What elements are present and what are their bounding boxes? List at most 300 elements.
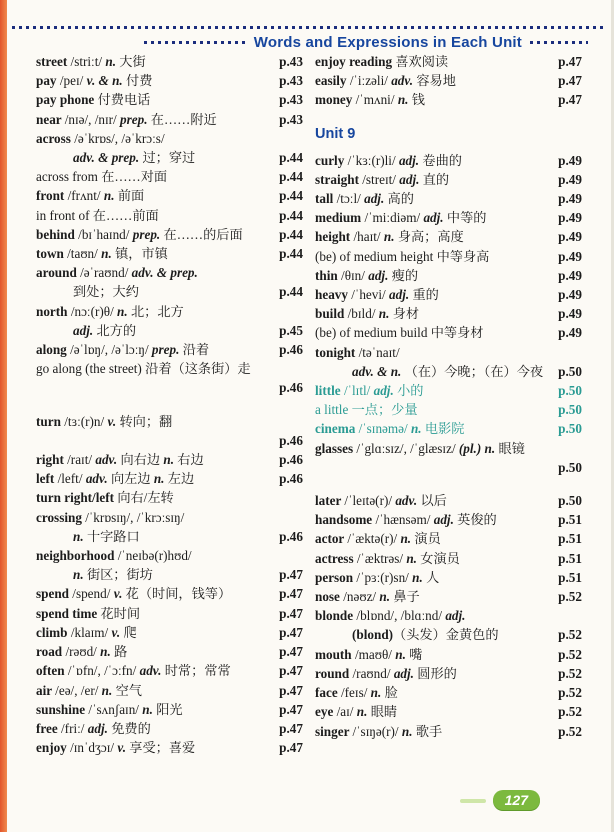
vocab-entry: [315, 400, 582, 419]
entry-segment-w: thin: [315, 267, 342, 283]
entry-text: [36, 225, 275, 244]
entry-text: [315, 151, 554, 170]
entry-segment-cn: 圆形的: [417, 665, 457, 681]
entry-segment-pos: v.: [111, 624, 124, 640]
entry-line: [36, 52, 303, 71]
entry-segment-cn: 身材: [392, 306, 420, 322]
page-header: [0, 33, 588, 51]
entry-segment-cn: 中等身高: [436, 248, 490, 264]
entry-segment-w: handsome: [315, 512, 376, 528]
entry-line: [315, 304, 582, 323]
vocab-entry: [36, 225, 303, 244]
entry-line: [315, 170, 582, 189]
vocab-entry: [315, 208, 582, 227]
entry-segment-ph: /klaɪm/: [70, 624, 112, 640]
page-ref: p.50: [558, 363, 582, 379]
entry-line: [315, 645, 582, 664]
vocab-entry: [315, 52, 582, 71]
entry-segment-cn: 眼镜: [498, 440, 525, 456]
entry-line: [36, 244, 303, 263]
entry-segment-cn: 北方的: [96, 322, 137, 338]
entry-segment-w: glasses: [315, 440, 357, 456]
entry-segment-pos: n.: [400, 531, 415, 547]
entry-segment-pos: adj.: [389, 287, 413, 303]
vocab-entry: [36, 604, 303, 623]
entry-segment-ph: /raʊnd/: [352, 665, 394, 681]
entry-text: [36, 700, 275, 719]
entry-segment-ph: /əˈlɒŋ/, /əˈlɔːŋ/: [70, 342, 152, 358]
page-ref: p.49: [558, 267, 582, 283]
entry-text: [36, 565, 275, 584]
entry-segment-w: air: [36, 682, 56, 698]
entry-text: [36, 412, 303, 431]
entry-line: [315, 400, 582, 419]
entry-text: [315, 625, 554, 644]
vocab-entry: [315, 587, 582, 606]
entry-segment-pos: adj.: [373, 383, 398, 399]
entry-segment-w: cinema: [315, 421, 359, 437]
entry-segment-pos: (pl.) n.: [458, 440, 499, 456]
page-ref: p.43: [279, 111, 303, 127]
page-ref: p.49: [558, 191, 582, 207]
entry-segment-cn: 嘴: [409, 646, 423, 662]
vocab-entry: [315, 151, 582, 170]
entry-segment-cn: 镇，市镇: [115, 246, 168, 262]
entry-segment-w: behind: [36, 226, 79, 242]
page-ref: p.44: [279, 169, 303, 185]
entry-segment-w: build: [315, 306, 348, 322]
page-ref: p.44: [279, 188, 303, 204]
entry-segment-ph: /streɪt/: [362, 171, 400, 187]
entry-line: [315, 71, 582, 90]
page-ref: p.43: [279, 73, 303, 89]
vocab-entry: [315, 381, 582, 400]
entry-segment-plain: in front of: [36, 207, 93, 223]
vocab-entry: [315, 266, 582, 285]
entry-segment-ph: /ˈæktə(r)/: [347, 531, 401, 547]
entry-segment-plain: (be) of medium build: [315, 325, 431, 341]
entry-segment-pos: adv.: [95, 452, 121, 468]
page-ref: p.46: [279, 471, 303, 487]
entry-text: [315, 285, 554, 304]
entry-segment-pos: n.: [370, 685, 385, 701]
entry-segment-pos: n.: [101, 682, 116, 698]
entry-text: [315, 323, 554, 342]
entry-segment-w: little: [315, 383, 344, 399]
vocab-entry: [315, 439, 582, 477]
entry-segment-ph: /blɒnd/, /blɑːnd/: [356, 608, 446, 624]
vocab-entry: [315, 722, 582, 741]
vocab-entry: [315, 510, 582, 529]
entry-line: [315, 587, 582, 606]
entry-segment-pos: adj.: [368, 267, 392, 283]
page-ref: p.47: [279, 701, 303, 717]
book-spine-edge: [0, 0, 7, 832]
vocab-entry: [315, 189, 582, 208]
entry-text: [315, 362, 554, 381]
entry-line: [36, 186, 303, 205]
vocab-entry: [36, 546, 303, 584]
entry-segment-cn: 卷曲的: [422, 152, 462, 168]
vocab-entry: [315, 491, 582, 510]
entry-text: [36, 661, 275, 680]
entry-text: [315, 606, 582, 625]
page-ref: p.49: [558, 229, 582, 245]
entry-segment-pos: n.: [397, 92, 412, 108]
entry-text: [315, 549, 554, 568]
entry-text: [315, 664, 554, 683]
entry-segment-cn: 演员: [414, 531, 441, 547]
entry-segment-w: nose: [315, 589, 344, 605]
entry-line: [36, 359, 303, 378]
vocab-column-right: [315, 52, 582, 806]
entry-segment-ph: /ˈsʌnʃaɪn/: [88, 701, 143, 717]
entry-segment-cn: 眼睛: [370, 704, 398, 720]
vocab-entry: [36, 681, 303, 700]
entry-text: [315, 510, 554, 529]
entry-segment-w: street: [36, 54, 71, 69]
entry-segment-ph: /ˈiːzəli/: [349, 73, 392, 89]
vocab-entry: [36, 359, 303, 397]
vocab-entry: [36, 167, 303, 186]
unit-heading: Unit 9: [315, 125, 356, 142]
entry-segment-cn: 在……的后面: [163, 226, 243, 242]
entry-segment-ph: /eə/, /er/: [55, 682, 102, 698]
entry-text: [36, 546, 303, 565]
vocab-entry: [36, 340, 303, 359]
vocab-entry: [36, 661, 303, 680]
entry-line: [36, 565, 303, 584]
entry-text: [315, 266, 554, 285]
vocab-entry: [36, 90, 303, 109]
entry-segment-pos: n.: [406, 550, 421, 566]
entry-segment-plain: go along (the street): [36, 361, 146, 377]
entry-segment-pos: v.: [113, 586, 126, 602]
page-number-badge: 127: [493, 790, 540, 810]
entry-segment-w: mouth: [315, 646, 355, 662]
entry-segment-w: tonight: [315, 344, 359, 360]
entry-text: [36, 186, 275, 205]
entry-segment-pos: adv.: [139, 663, 165, 679]
page-ref: p.49: [558, 306, 582, 322]
page-ref: p.43: [279, 92, 303, 108]
entry-line: [36, 738, 303, 757]
entry-segment-w: money: [315, 92, 356, 108]
entry-text: [315, 52, 554, 71]
entry-segment-pos: n.: [383, 229, 398, 245]
entry-segment-ph: /ˈglɑːsɪz/, /ˈglæsɪz/: [356, 440, 459, 456]
entry-segment-w: (blond): [352, 627, 394, 643]
entry-segment-cn: 中等身材: [430, 325, 484, 341]
entry-segment-w: eye: [315, 704, 337, 720]
entry-segment-ph: /friː/: [61, 720, 88, 736]
entry-line: [315, 625, 582, 644]
entry-segment-pos: n.: [103, 188, 118, 204]
page-ref: p.47: [279, 586, 303, 602]
entry-segment-ph: /aɪ/: [336, 704, 357, 720]
entry-segment-ph: /təˈnaɪt/: [358, 344, 400, 360]
page-ref: p.51: [558, 569, 582, 585]
entry-segment-cn: 付费: [126, 73, 153, 89]
vocab-entry: [36, 642, 303, 661]
entry-line: [36, 129, 303, 148]
vocab-entry: [315, 170, 582, 189]
entry-segment-pos: prep.: [132, 226, 164, 242]
entry-segment-cn: 瘦的: [391, 267, 419, 283]
header-dots-right: [530, 41, 588, 44]
entry-text: [315, 304, 554, 323]
entry-segment-w: tall: [315, 191, 337, 207]
entry-line: [36, 206, 303, 225]
entry-segment-pos: adj.: [73, 322, 97, 338]
entry-segment-pos: adv. & prep.: [131, 265, 198, 281]
entry-line: [315, 549, 582, 568]
entry-text: [315, 381, 554, 400]
page-ref: p.43: [279, 54, 303, 69]
header-dotted-rule: [12, 26, 604, 29]
entry-text: [36, 167, 275, 186]
page-ref: p.51: [558, 512, 582, 528]
entry-segment-w: curly: [315, 152, 348, 168]
entry-segment-ph: /nɔː(r)θ/: [70, 303, 118, 319]
entry-line: [36, 604, 303, 623]
entry-segment-pos: n.: [100, 644, 115, 660]
page-ref: p.47: [279, 682, 303, 698]
entry-segment-w: front: [36, 188, 68, 204]
entry-segment-cn: 左边: [167, 471, 195, 487]
entry-segment-ph: /ˈkɜː(r)li/: [347, 152, 399, 168]
entry-text: [315, 343, 582, 362]
entry-line: [36, 302, 303, 321]
entry-segment-cn: 北；北方: [130, 303, 184, 319]
entry-line: [36, 623, 303, 642]
entry-segment-plain: (be) of medium height: [315, 248, 437, 264]
page-ref: p.47: [279, 663, 303, 679]
entry-line: [315, 208, 582, 227]
entry-segment-cn: 鼻子: [393, 589, 420, 605]
entry-text: [36, 148, 275, 167]
vocab-entry: [315, 285, 582, 304]
vocab-entry: [36, 71, 303, 90]
entry-text: [36, 508, 303, 527]
page-ref: p.44: [279, 207, 303, 223]
page-badge-tail: [460, 799, 486, 803]
entry-text: [36, 129, 303, 148]
vocab-entry: [315, 247, 582, 266]
entry-line: [36, 378, 303, 397]
vocab-entry: [36, 52, 303, 71]
vocab-entry: [315, 606, 582, 644]
entry-text: [36, 604, 275, 623]
entry-segment-w: actor: [315, 531, 348, 547]
entry-text: [315, 189, 554, 208]
page-ref: p.47: [279, 567, 303, 583]
page-ref: p.50: [558, 402, 582, 418]
entry-text: [36, 527, 275, 546]
entry-segment-cn: 女演员: [420, 550, 460, 566]
entry-line: [36, 71, 303, 90]
entry-text: [36, 321, 275, 340]
entry-segment-ph: /ˈleɪtə(r)/: [344, 493, 396, 509]
entry-segment-ph: /spend/: [72, 586, 114, 602]
entry-segment-w: person: [315, 569, 357, 585]
entry-segment-cn: 十字路口: [86, 528, 140, 544]
entry-segment-w: easily: [315, 73, 350, 89]
vocab-entry: [36, 584, 303, 603]
page-ref: p.51: [558, 550, 582, 566]
entry-segment-pos: n.: [378, 306, 393, 322]
vocab-entry: [315, 549, 582, 568]
vocab-entry: [315, 702, 582, 721]
entry-segment-pos: n.: [163, 452, 178, 468]
page-ref: p.49: [558, 287, 582, 303]
entry-segment-pos: n.: [395, 646, 410, 662]
entry-text: [36, 681, 275, 700]
entry-segment-w: left: [36, 471, 58, 487]
entry-segment-ph: /tɔːl/: [336, 191, 365, 207]
page-ref: p.47: [279, 605, 303, 621]
entry-segment-cn: 小的: [397, 383, 424, 399]
page-ref: p.44: [279, 150, 303, 166]
page-ref: p.47: [558, 73, 582, 89]
entry-line: [36, 719, 303, 738]
entry-line: [36, 321, 303, 340]
entry-segment-ph: /maʊθ/: [354, 646, 396, 662]
entry-line: [315, 458, 582, 477]
entry-segment-w: near: [36, 111, 65, 127]
entry-segment-ph: /tɜː(r)n/: [64, 413, 108, 429]
vocab-entry: [315, 529, 582, 548]
entry-line: [315, 439, 582, 458]
entry-text: [36, 340, 275, 359]
entry-segment-cn: 英俊的: [457, 512, 497, 528]
entry-segment-ph: /ˈhænsəm/: [375, 512, 434, 528]
vocab-entry: [315, 90, 582, 109]
entry-segment-cn: 大街: [119, 54, 146, 69]
entry-segment-ph: /ˈpɜː(r)sn/: [356, 569, 413, 585]
entry-text: [315, 702, 554, 721]
entry-segment-w: singer: [315, 723, 353, 739]
page-ref: p.44: [279, 226, 303, 242]
vocab-entry: [36, 186, 303, 205]
page-ref: p.52: [558, 704, 582, 720]
entry-segment-cn: 向右边: [120, 452, 164, 468]
vocab-entry: [315, 304, 582, 323]
entry-text: [36, 450, 275, 469]
entry-segment-cn: 身高；高度: [397, 229, 464, 245]
entry-text: [315, 419, 554, 438]
entry-line: [36, 681, 303, 700]
entry-line: [36, 661, 303, 680]
entry-segment-w: actress: [315, 550, 357, 566]
entry-segment-w: north: [36, 303, 71, 319]
entry-line: [36, 282, 303, 301]
entry-segment-ph: /ˈmʌni/: [355, 92, 398, 108]
entry-segment-cn: 向左边: [110, 471, 154, 487]
entry-line: [36, 488, 303, 507]
entry-segment-ph: /left/: [57, 471, 86, 487]
entry-segment-cn: 到处；大约: [73, 284, 139, 300]
entry-line: [36, 167, 303, 186]
entry-text: [36, 71, 275, 90]
entry-segment-cn: 一点；少量: [351, 402, 418, 418]
vocab-entry: [315, 645, 582, 664]
entry-segment-ph: /striːt/: [70, 54, 106, 69]
entry-segment-cn: 钱: [411, 92, 425, 108]
entry-segment-cn: 以后: [420, 493, 447, 509]
entry-segment-cn: 沿着（这条街）走: [145, 361, 251, 377]
vocabulary-list: [36, 52, 582, 806]
entry-segment-cn: 付费电话: [97, 92, 151, 108]
entry-line: [36, 340, 303, 359]
entry-text: [315, 208, 554, 227]
entry-segment-cn: 脸: [384, 685, 398, 701]
entry-line: [36, 508, 303, 527]
entry-segment-ph: /θɪn/: [341, 267, 369, 283]
entry-segment-w: later: [315, 493, 345, 509]
entry-segment-cn: 向右/左转: [117, 490, 174, 506]
entry-segment-w: blonde: [315, 608, 357, 624]
entry-segment-cn: 转向；翻: [119, 413, 173, 429]
entry-text: [36, 359, 303, 378]
entry-segment-cn: 阳光: [156, 701, 183, 717]
entry-segment-cn: 歌手: [415, 723, 443, 739]
vocab-entry: [36, 110, 303, 129]
entry-line: [36, 225, 303, 244]
entry-segment-w: neighborhood: [36, 548, 118, 564]
entry-segment-w: right: [36, 452, 68, 468]
entry-text: [36, 469, 275, 488]
page-ref: p.49: [558, 171, 582, 187]
vocab-entry: [36, 508, 303, 546]
entry-line: [315, 90, 582, 109]
entry-segment-w: pay: [36, 73, 60, 89]
entry-segment-pos: adj.: [87, 720, 112, 736]
entry-segment-w: round: [315, 665, 353, 681]
entry-line: [315, 285, 582, 304]
entry-line: [36, 263, 303, 282]
entry-segment-w: often: [36, 663, 68, 679]
entry-segment-pos: adj.: [433, 512, 458, 528]
entry-segment-w: sunshine: [36, 701, 89, 717]
entry-segment-w: enjoy reading: [315, 54, 396, 69]
entry-segment-cn: 爬: [123, 624, 137, 640]
entry-segment-ph: /ˈhevi/: [351, 287, 389, 303]
entry-segment-ph: /ˈsɪnəmə/: [358, 421, 411, 437]
entry-segment-w: straight: [315, 171, 363, 187]
entry-line: [315, 529, 582, 548]
page-ref: p.49: [558, 152, 582, 168]
entry-segment-pos: adv.: [391, 73, 417, 89]
entry-line: [315, 362, 582, 381]
entry-line: [36, 110, 303, 129]
entry-segment-pos: n.: [142, 701, 157, 717]
entry-line: [315, 664, 582, 683]
page-ref: p.46: [279, 380, 303, 396]
page-ref: p.46: [279, 342, 303, 358]
entry-line: [36, 700, 303, 719]
entry-line: [315, 52, 582, 71]
entry-line: [315, 381, 582, 400]
entry-segment-cn: 在……附近: [150, 111, 217, 127]
vocab-entry: [315, 71, 582, 90]
entry-segment-w: road: [36, 644, 66, 660]
vocab-entry: [36, 623, 303, 642]
entry-line: [315, 189, 582, 208]
entry-text: [36, 719, 275, 738]
page-ref: p.51: [558, 531, 582, 547]
entry-segment-cn: 花（时间，钱等）: [125, 586, 232, 602]
